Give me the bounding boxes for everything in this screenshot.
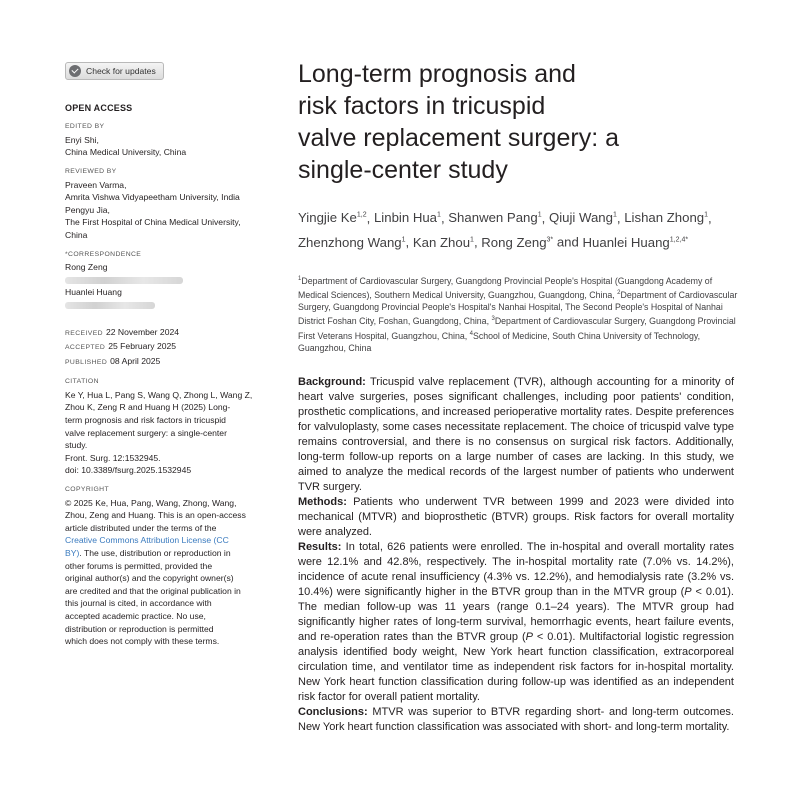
citation-label: CITATION [65,378,99,386]
copyright-label: COPYRIGHT [65,486,110,494]
copyright-line: which does not comply with these terms. [65,636,220,647]
copyright-line: are credited and that the original publication in [65,585,241,596]
published-label: PUBLISHED [65,358,108,366]
editor-affiliation: China Medical University, China [65,147,187,158]
author: Rong Zeng$^{3*}$ [481,234,554,250]
cc-by-link[interactable]: BY) [65,548,80,558]
affiliation-text: Department of Cardiovascular Surgery, Guangdong Provincial First Veterans Hospital, Guangzhou, China, [298,316,736,341]
title-line: Long-term prognosis and [298,60,576,88]
correspondence-label: *CORRESPONDENCE [65,250,142,258]
accepted-date: 25 February 2025 [108,341,177,352]
reviewed-by-label: REVIEWED BY [65,167,117,175]
abstract-results: Results: In total, 626 patients were enrolled. The in-hospital and overall mortality rates were 12.1% and 42.8%, respectively. The in-hospital mortality rate (7.0% vs. 14.2%), incidence of acute renal insufficiency (4.3% vs. 12.2%), and hemodialysis rate (3.2% vs. 10.4%) were significantly higher in the BTVR group than in the MTVR group (P < 0.01). The median follow-up was 11 years (range 0.1–24 years). The MTVR group had significantly higher rates of long-term survival, hemorrhagic events, heart failure events, and re-operation rates than the BTVR group (P < 0.01). Multifactorial logistic regression analysis identified body weight, New York heart function classification, extracorporeal circulation time, and ventilator time as independent risk factors for in-hospital mortality. New York heart function classification during follow-up was identified as an independent risk factor for overall patient mortality. [298,541,734,703]
article-sidebar [65,62,275,648]
author: Linbin Hua$^1$ [373,210,441,226]
reviewer2-affiliation: The First Hospital of China Medical University, [65,217,241,228]
copyright-line: original author(s) and the copyright owner(s) [65,573,234,584]
received-date: 22 November 2024 [105,326,180,337]
reviewer2-affiliation-country: China [65,229,88,240]
affiliation-text: Department of Cardiovascular Surgery, Guangdong Provincial People's Hospital's Nanhai Hospital, The Second People's Hospital of Nanhai District Foshan City, Foshan, Guangdong, China, [298,290,738,327]
check-for-updates-label: Check for updates [86,65,156,76]
author: Shanwen Pang$^1$ [448,210,542,226]
copyright-line: this journal is cited, in accordance with [65,598,212,609]
author: Zhenzhong Wang$^1$ [298,234,406,250]
open-access-label: OPEN ACCESS [65,102,133,113]
citation-line: Zhou K, Zeng R and Huang H (2025) Long- [65,402,231,413]
correspondence-name-2: Huanlei Huang [65,287,122,298]
author-and: and [556,234,579,250]
redacted-email-1 [65,277,183,284]
abstract-background: Background: Tricuspid valve replacement (TVR), although accounting for a minority of heart valve surgeries, poses significant challenges, including poor patients' condition, prosthetic complications, and increased perioperative mortality rates. Despite preferences for valvuloplasty, some cases necessitate replacement. The choice of tricuspid valve type remains controversial, and there is no consensus on surgical risk factors. Additionally, long-term follow-up reports on a large number of cases are lacking. In this study, we aimed to analyze the medical records of the largest number of patients who underwent TVR surgery. [298,376,734,493]
author: Kan Zhou$^1$ [412,234,474,250]
copyright-line: distribution or reproduction is permitted [65,623,214,634]
copyright-line: . The use, distribution or reproduction in [79,548,231,558]
accepted-label: ACCEPTED [65,344,106,352]
reviewer1-name: Praveen Varma, [65,179,127,190]
title-line: single-center study [298,156,508,184]
abstract [298,375,734,735]
affiliation-text: Department of Cardiovascular Surgery, Guangdong Provincial People's Hospital (Guangdong Academy of Medical Sciences), Southern Medical University, Guangzhou, Guangdong, China, [298,275,713,301]
citation-line: valve replacement surgery: a single-center [65,427,227,438]
author: Yingjie Ke$^{1,2}$ [298,210,367,226]
dates-block [65,326,275,370]
published-date: 08 April 2025 [110,355,161,366]
citation-line: Ke Y, Hua L, Pang S, Wang Q, Zhong L, Wang Z, [65,389,253,400]
title-line: valve replacement surgery: a [298,124,619,152]
author: Qiuji Wang$^1$ [548,210,617,226]
correspondence-name-1: Rong Zeng [65,262,108,273]
title-line: risk factors in tricuspid [298,92,546,120]
affiliation-text: School of Medicine, South China University of Technology, Guangzhou, China [298,330,701,353]
citation-line: study. [65,440,88,451]
copyright-line: © 2025 Ke, Hua, Pang, Wang, Zhong, Wang, [65,497,237,508]
check-circle-icon [69,65,81,77]
author: Huanlei Huang$^{1,2,4*}$ [582,234,689,250]
author-list: Yingjie Ke$^{1,2}$, Linbin Hua$^1$, Shanwen Pang$^1$, Qiuji Wang$^1$, Lishan Zhong$^1$, Zhenzhong Wang$^1$, Kan Zhou$^1$, Rong Zeng$^{3*}$ and Huanlei Huang$^{1,2,4*}$ [298,210,712,250]
citation-doi: doi: 10.3389/fsurg.2025.1532945 [65,465,192,476]
affiliations: $^1$Department of Cardiovascular Surgery, Guangdong Provincial People's Hospital (Guangdong Academy of Medical Sciences), Southern Medical University, Guangzhou, Guangdong, China, $^2$Department of Cardiovascular Surgery, Guangdong Provincial People's Hospital's Nanhai Hospital, The Second People's Hospital of Nanhai District Foshan City, Foshan, Guangdong, China, $^3$Department of Cardiovascular Surgery, Guangdong Provincial First Veterans Hospital, Guangzhou, China, $^4$School of Medicine, South China University of Technology, Guangzhou, China [298,275,738,353]
redacted-email-2 [65,302,155,309]
editor-name: Enyi Shi, [65,134,99,145]
copyright-line: accepted academic practice. No use, [65,610,206,621]
author: Lishan Zhong$^1$ [624,210,709,226]
citation-journal: Front. Surg. 12:1532945. [65,452,161,463]
citation-line: term prognosis and risk factors in tricuspid [65,415,226,426]
check-for-updates-button[interactable] [65,62,164,80]
abstract-conclusions: Conclusions: MTVR was superior to BTVR regarding short- and long-term outcomes. New York heart function classification was associated with short- and long-term mortality. [298,706,734,733]
copyright-line: Zhou, Zeng and Huang. This is an open-access [65,510,246,521]
reviewer1-affiliation: Amrita Vishwa Vidyapeetham University, India [65,192,240,203]
reviewer2-name: Pengyu Jia, [65,204,110,215]
copyright-line: article distributed under the terms of the [65,522,217,533]
copyright-line: other forums is permitted, provided the [65,560,213,571]
edited-by-label: EDITED BY [65,123,105,131]
received-label: RECEIVED [65,329,103,337]
abstract-methods: Methods: Patients who underwent TVR between 1999 and 2023 were divided into mechanical (MTVR) and bioprosthetic (BTVR) groups. Risk factors for overall mortality were analyzed. [298,496,734,538]
cc-license-link[interactable]: Creative Commons Attribution License (CC [65,535,229,546]
article-title [298,58,698,186]
